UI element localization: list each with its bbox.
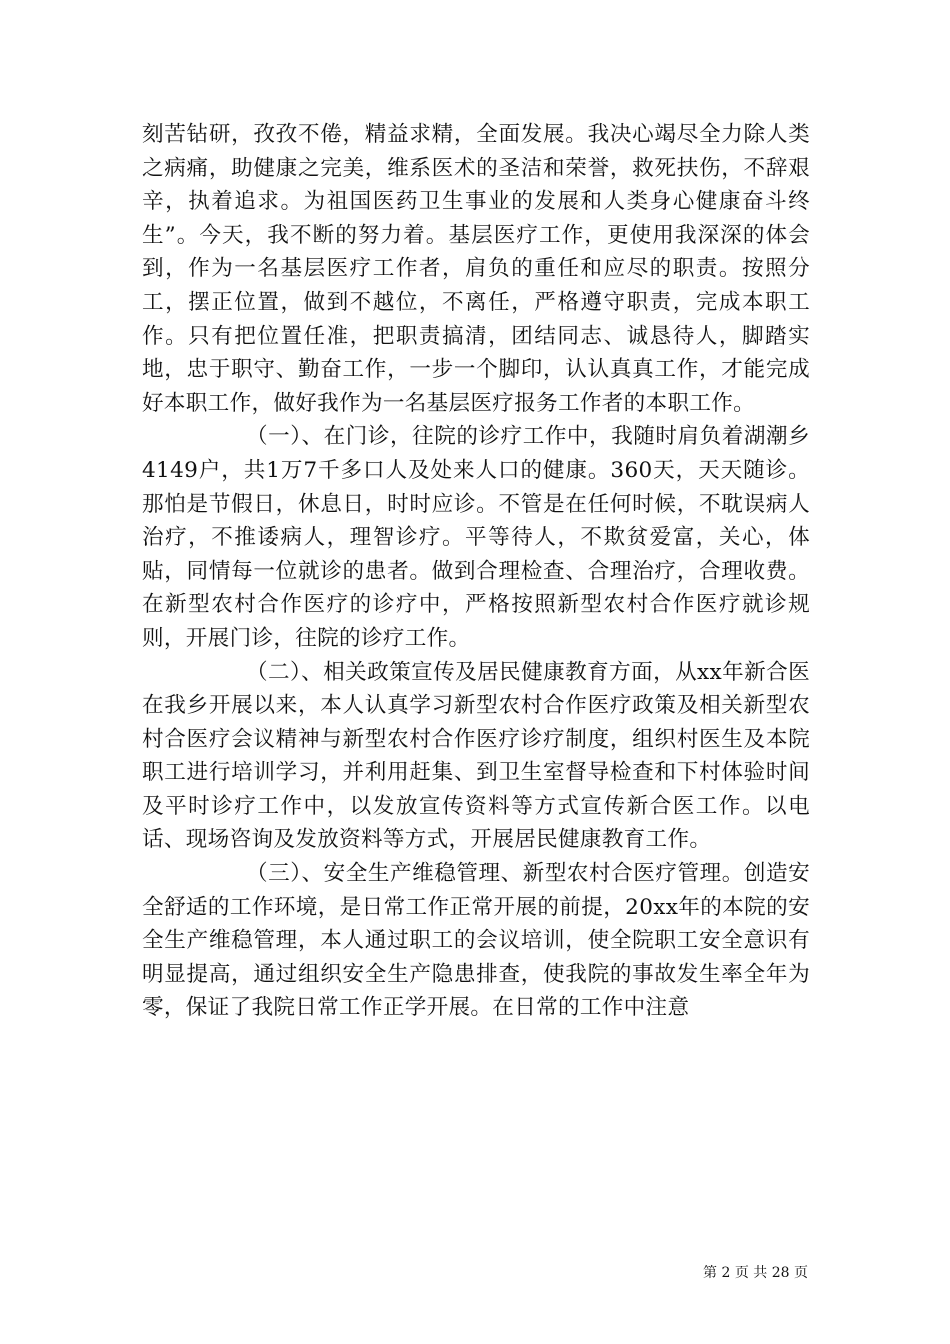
paragraph-4: （三）、安全生产维稳管理、新型农村合医疗管理。创造安全舒适的工作环境，是日常工作正常开展的前提，20xx年的本院的安全生产维稳管理，本人通过职工的会议培训，使全院职工安全意识有明显提高，通过组织安全生产隐患排查，使我院的事故发生率全年为零，保证了我院日常工作正学开展。在日常的工作中注意: [142, 861, 810, 1021]
document-body: [142, 118, 810, 1025]
page-number-footer: 第 2 页 共 28 页: [703, 1265, 808, 1281]
paragraph-2: （一）、在门诊，往院的诊疗工作中，我随时肩负着湖潮乡4149户，共1万7千多口人及处来人口的健康。360天，天天随诊。那怕是节假日，休息日，时时应诊。不管是在任何时候，不耽误病人治疗，不推诿病人，理智诊疗。平等待人，不欺贫爱富，关心，体贴，同情每一位就诊的患者。做到合理检查、合理治疗，合理收费。在新型农村合作医疗的诊疗中，严格按照新型农村合作医疗就诊规则，开展门诊，往院的诊疗工作。: [142, 424, 810, 651]
paragraph-1: 刻苦钻研，孜孜不倦，精益求精，全面发展。我决心竭尽全力除人类之病痛，助健康之完美，维系医术的圣洁和荣誉，救死扶伤，不辞艰辛，执着追求。为祖国医药卫生事业的发展和人类身心健康奋斗终生”。今天，我不断的努力着。基层医疗工作，更使用我深深的体会到，作为一名基层医疗工作者，肩负的重任和应尽的职责。按照分工，摆正位置，做到不越位，不离任，严格遵守职责，完成本职工作。只有把位置任准，把职责搞清，团结同志、诚恳待人，脚踏实地，忠于职守、勤奋工作，一步一个脚印，认认真真工作，才能完成好本职工作，做好我作为一名基层医疗报务工作者的本职工作。: [142, 122, 810, 416]
paragraph-3: （二）、相关政策宣传及居民健康教育方面，从xx年新合医在我乡开展以来，本人认真学习新型农村合作医疗政策及相关新型农村合医疗会议精神与新型农村合作医疗诊疗制度，组织村医生及本院职工进行培训学习，并利用赶集、到卫生室督导检查和下村体验时间及平时诊疗工作中，以发放宣传资料等方式宣传新合医工作。以电话、现场咨询及发放资料等方式，开展居民健康教育工作。: [142, 659, 810, 853]
